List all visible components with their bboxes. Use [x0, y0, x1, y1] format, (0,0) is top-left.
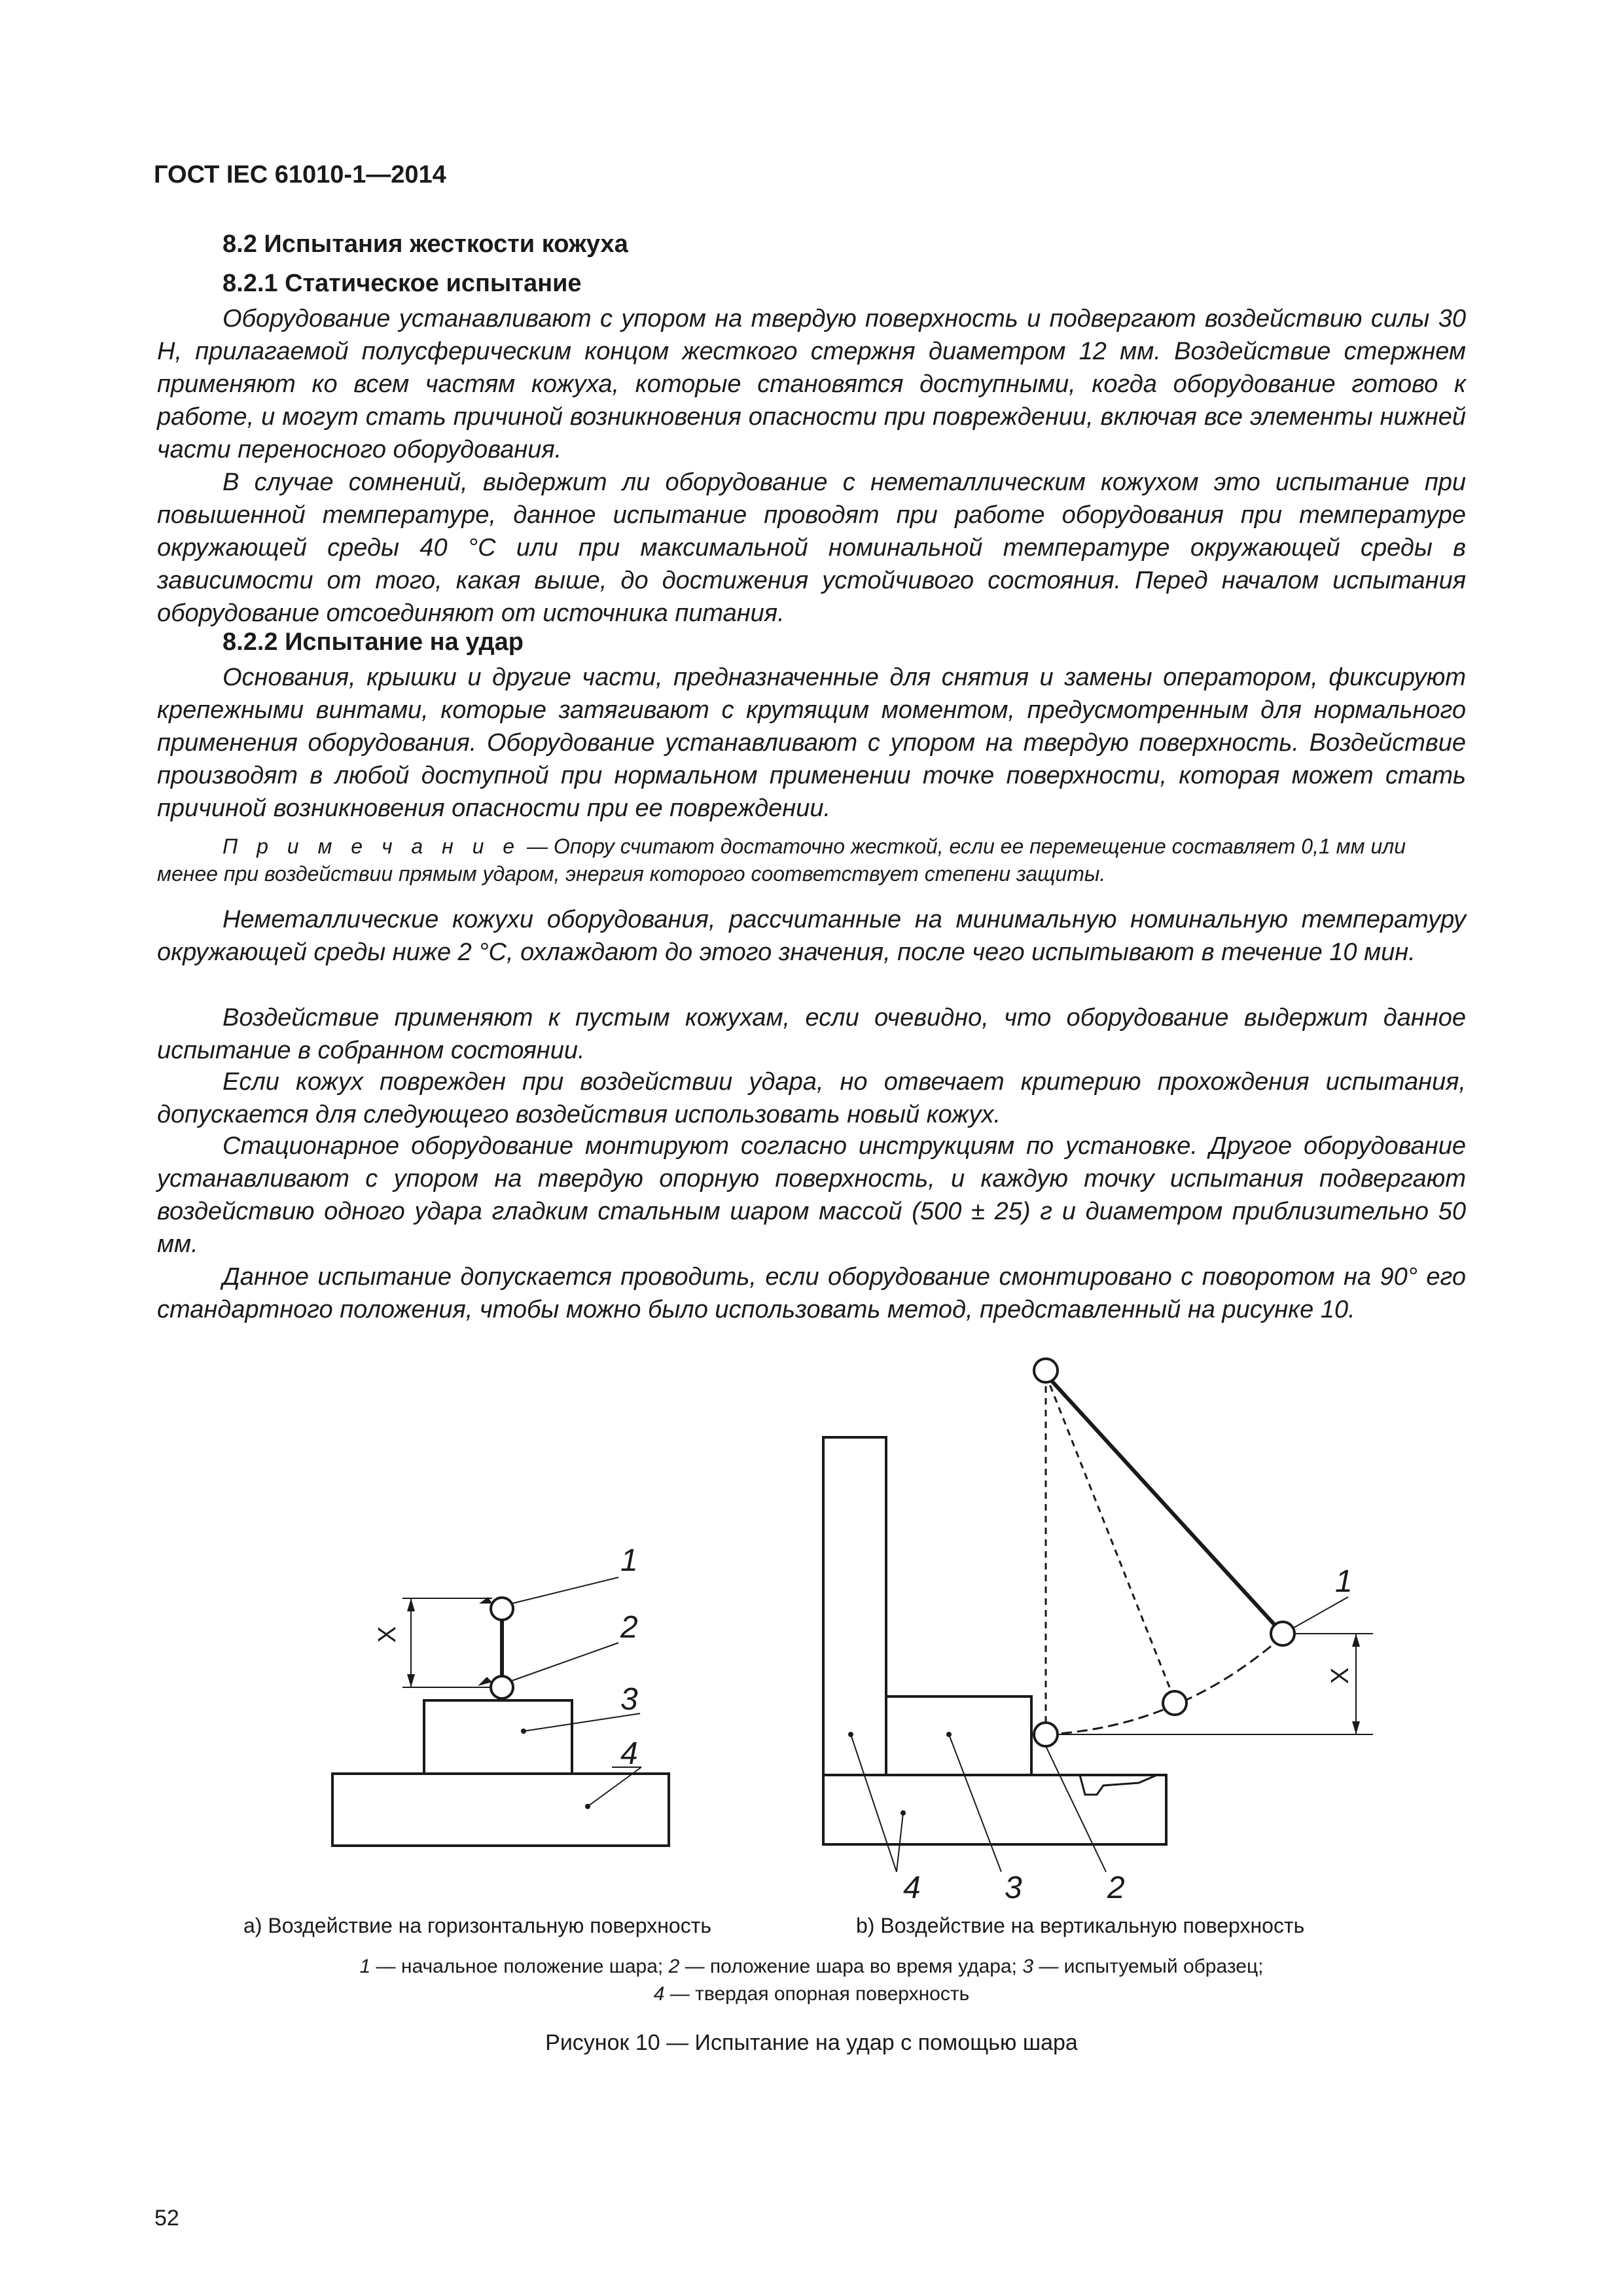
pendulum-pivot [1034, 1359, 1058, 1382]
note-text: — Опору считают достаточно жесткой, если ее перемещение составляет 0,1 мм или менее при воздействии прямым ударом, энергия которого соответствует степени защиты. [157, 834, 1406, 886]
dot-4-b-1 [848, 1732, 853, 1737]
leader-1-b [1293, 1597, 1348, 1628]
paragraph-2: В случае сомнений, выдержит ли оборудование с неметаллическим кожухом это испытание при повышенной температуре, данное испытание проводят при работе оборудования при температуре окружающей среды 40 °С или при максимальной номинальной температуре окружающей среды в зависимости от того, какая выше, до достижения устойчивого состояния. Перед началом испытания оборудование отсоединяют от источника питания. [157, 469, 1466, 627]
figure-10-drawing [0, 1348, 1623, 1911]
figure-caption-b: b) Воздействие на вертикальную поверхность [856, 1914, 1305, 1937]
dim-arrowhead-top-a [407, 1598, 415, 1611]
paragraph-7: Стационарное оборудование монтируют согласно инструкциям по установке. Другое оборудование устанавливают с упором на твердую опорную поверхность, и каждую точку испытания подвергают воздействию одного удара гладким стальным шаром массой (500 ± 25) г и диаметром приблизительно 50 мм. [157, 1132, 1466, 1258]
paragraph-3: Основания, крышки и другие части, предназначенные для снятия и замены оператором, фиксируют крепежными винтами, которые затягивают с крутящим моментом, предусмотренным для нормального применения оборудования. Оборудование устанавливают с упором на твердую поверхность. Воздействие производят в любой доступной при нормальном применении точке поверхности, которая может стать причиной возникновения опасности при ее повреждении. [157, 664, 1466, 822]
paragraph-5: Воздействие применяют к пустым кожухам, если очевидно, что оборудование выдержит данное испытание в собранном состоянии. [157, 1004, 1466, 1064]
dim-arrowhead-bottom-b [1352, 1721, 1360, 1734]
label-3-b: 3 [1005, 1871, 1022, 1905]
leader-4-b-1 [851, 1734, 897, 1872]
wall-b [823, 1437, 886, 1775]
leader-3-b [949, 1734, 1001, 1872]
section-heading-8-2: 8.2 Испытания жесткости кожуха [223, 230, 628, 258]
legend-num-1: 1 [359, 1956, 371, 1977]
label-3-a: 3 [620, 1682, 638, 1717]
leader-2-b [1046, 1746, 1106, 1872]
legend-text-2: — положение шара во время удара; [679, 1956, 1023, 1977]
specimen-b [886, 1696, 1031, 1775]
dim-arrowhead-top-b [1352, 1634, 1360, 1647]
label-1-a: 1 [620, 1543, 638, 1578]
paragraph-1: Оборудование устанавливают с упором на твердую поверхность и подвергают воздействию силы 30 Н, прилагаемой полусферическим концом жесткого стержня диаметром 12 мм. Воздействие стержнем применяют ко всем частям кожуха, которые становятся доступными, когда оборудование готово к работе, и могут стать причиной возникновения опасности при повреждении, включая все элементы нижней части переносного оборудования. [157, 305, 1466, 463]
dot-3-a [521, 1729, 526, 1734]
ball-impact-a [491, 1676, 513, 1698]
legend-text-1: — начальное положение шара; [370, 1956, 669, 1977]
dimension-x-a: X [374, 1626, 401, 1643]
label-1-b: 1 [1335, 1564, 1353, 1599]
leader-2-a [512, 1643, 618, 1681]
figure-title: Рисунок 10 — Испытание на удар с помощью шара [545, 2030, 1078, 2055]
dot-3-b [946, 1732, 952, 1737]
label-2-b: 2 [1107, 1871, 1125, 1905]
pendulum-mid-dashed [1046, 1374, 1175, 1700]
dim-arrowhead-bottom-a [407, 1674, 415, 1687]
ball-start-b [1271, 1622, 1294, 1645]
dimension-x-b: X [1327, 1667, 1354, 1684]
leader-1-a [512, 1577, 618, 1604]
label-4-a: 4 [620, 1736, 638, 1771]
legend-num-3: 3 [1022, 1956, 1033, 1977]
figure-legend-line-1 [0, 1956, 1623, 1978]
ball-start-a [491, 1598, 513, 1620]
note-label: П р и м е ч а н и е [223, 834, 522, 858]
label-2-a: 2 [620, 1610, 638, 1645]
paragraph-4: Неметаллические кожухи оборудования, рассчитанные на минимальную номинальную температуру окружающей среды ниже 2 °С, охлаждают до этого значения, после чего испытывают в течение 10 мин. [157, 906, 1466, 966]
dot-4-a [585, 1804, 590, 1809]
legend-num-4: 4 [653, 1983, 665, 2005]
leader-4-b-2 [897, 1813, 903, 1872]
surface-notch-b [1080, 1775, 1157, 1795]
legend-text-3: — испытуемый образец; [1033, 1956, 1264, 1977]
ball-mid-b [1163, 1691, 1186, 1715]
figure-legend-line-2 [0, 1983, 1623, 2005]
label-4-b: 4 [903, 1871, 921, 1905]
figure-caption-a: a) Воздействие на горизонтальную поверхность [243, 1914, 712, 1937]
paragraph-6: Если кожух поврежден при воздействии удара, но отвечает критерию прохождения испытания, допускается для следующего воздействия использовать новый кожух. [157, 1068, 1466, 1128]
legend-text-4: — твердая опорная поверхность [664, 1983, 970, 2005]
ball-impact-b [1034, 1723, 1058, 1746]
pendulum-string [1046, 1374, 1283, 1634]
note [157, 833, 1466, 888]
specimen-a [424, 1700, 572, 1774]
section-heading-8-2-1: 8.2.1 Статическое испытание [223, 270, 582, 297]
swing-arc [1046, 1636, 1283, 1734]
paragraph-8: Данное испытание допускается проводить, если оборудование смонтировано с поворотом на 90° его стандартного положения, чтобы можно было использовать метод, представленный на рисунке 10. [157, 1263, 1466, 1323]
legend-num-2: 2 [668, 1956, 680, 1977]
dot-4-b-2 [901, 1810, 906, 1816]
document-header: ГОСТ IEC 61010-1—2014 [154, 161, 446, 188]
page-number: 52 [154, 2206, 179, 2231]
section-heading-8-2-2: 8.2.2 Испытание на удар [223, 628, 524, 656]
